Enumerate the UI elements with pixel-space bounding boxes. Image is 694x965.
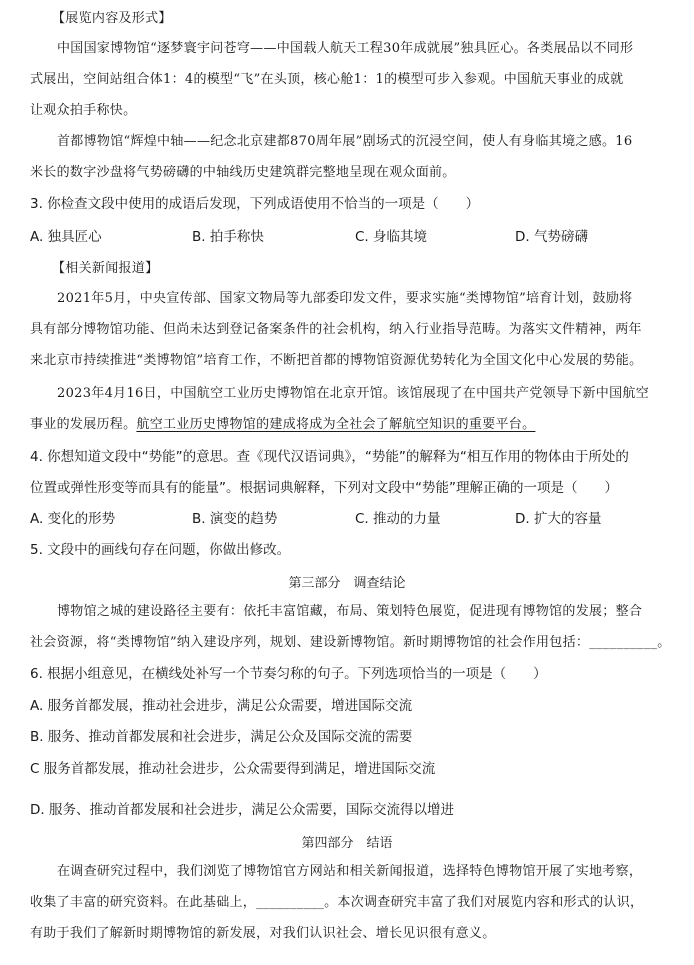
exhibit-paragraph-2-line-1: 首都博物馆“辉煌中轴——纪念北京建都870周年展”剧场式的沉浸空间，使人有身临其境之感。16 (57, 134, 633, 149)
exhibit-heading: 【展览内容及形式】 (52, 11, 172, 26)
exhibit-paragraph-1-line-3: 让观众拍手称快。 (30, 103, 137, 118)
part-3-paragraph-line-1: 博物馆之城的建设路径主要有：依托丰富馆藏，布局、策划特色展览，促进现有博物馆的发展；整合 (57, 604, 643, 619)
question-6-stem: 6. 根据小组意见，在横线处补写一个节奏匀称的句子。下列选项恰当的一项是（ ） (30, 666, 547, 682)
part-4-paragraph-line-3: 有助于我们了解新时期博物馆的新发展，对我们认识社会、增长见识很有意义。 (30, 926, 496, 941)
question-4-stem-line-2: 位置或弹性形变等而具有的能量”。根据词典解释，下列对文段中“势能”理解正确的一项是（ ） (30, 480, 618, 496)
question-3-option-a: A. 独具匠心 (30, 229, 102, 245)
question-3-option-b: B. 拍手称快 (192, 229, 264, 245)
exhibit-paragraph-2-line-2: 米长的数字沙盘将气势磅礴的中轴线历史建筑群完整地呈现在观众面前。 (30, 165, 456, 180)
question-6-option-c: C 服务首都发展，推动社会进步，公众需要得到满足，增进国际交流 (30, 761, 436, 777)
exhibit-paragraph-1-line-2: 式展出，空间站组合体1：4的模型“飞”在头顶，核心舱1：1的模型可步入参观。中国航天事业的成就 (30, 72, 624, 87)
part-3-title: 第三部分 调查结论 (288, 576, 406, 591)
exhibit-paragraph-1-line-1: 中国国家博物馆“逐梦寰宇问苍穹——中国载人航天工程30年成就展”独具匠心。各类展品以不同形 (57, 41, 634, 56)
question-4-stem-line-1: 4. 你想知道文段中“势能”的意思。查《现代汉语词典》，“势能”的解释为“相互作用的物体由于所处的 (30, 449, 629, 465)
part-4-title: 第四部分 结语 (301, 836, 393, 851)
question-4-option-d: D. 扩大的容量 (515, 511, 602, 527)
question-4-option-a: A. 变化的形势 (30, 511, 116, 527)
news-paragraph-2-text: 事业的发展历程。 (30, 417, 137, 432)
news-heading: 【相关新闻报道】 (52, 261, 159, 276)
news-paragraph-2-line-1: 2023年4月16日，中国航空工业历史博物馆在北京开馆。该馆展现了在中国共产党领导下新中国航空 (57, 386, 649, 401)
underlined-sentence: 航空工业历史博物馆的建成将成为全社会了解航空知识的重要平台。 (136, 417, 536, 432)
news-paragraph-1-line-1: 2021年5月，中央宣传部、国家文物局等九部委印发文件，要求实施“类博物馆”培育计划，鼓励将 (57, 291, 633, 306)
news-paragraph-2-line-2 (30, 416, 535, 434)
news-paragraph-1-line-2: 具有部分博物馆功能、但尚未达到登记备案条件的社会机构，纳入行业指导范畴。为落实文件精神，两年 (30, 322, 642, 337)
question-3-option-c: C. 身临其境 (355, 229, 428, 245)
question-4-option-c: C. 推动的力量 (355, 511, 441, 527)
question-5-stem: 5. 文段中的画线句存在问题，你做出修改。 (30, 542, 291, 558)
news-paragraph-1-line-3: 来北京市持续推进“类博物馆”培育工作，不断把首都的博物馆资源优势转化为全国文化中心发展的势能。 (30, 353, 643, 368)
question-3-stem: 3. 你检查文段中使用的成语后发现，下列成语使用不恰当的一项是（ ） (30, 196, 480, 212)
question-6-option-d: D. 服务、推动首都发展和社会进步，满足公众需要，国际交流得以增进 (30, 802, 454, 818)
question-3-option-d: D. 气势磅礴 (515, 229, 588, 245)
question-6-option-b: B. 服务、推动首都发展和社会进步，满足公众及国际交流的需要 (30, 729, 413, 745)
part-4-paragraph-line-2: 收集了丰富的研究资料。在此基础上，__________。本次调查研究丰富了我们对展览内容和形式的认识， (30, 895, 644, 910)
question-6-option-a: A. 服务首都发展，推动社会进步，满足公众需要，增进国际交流 (30, 698, 413, 714)
question-4-option-b: B. 演变的趋势 (192, 511, 278, 527)
part-4-paragraph-line-1: 在调查研究过程中，我们浏览了博物馆官方网站和相关新闻报道，选择特色博物馆开展了实地考察， (57, 864, 643, 879)
part-3-paragraph-line-2: 社会资源，将“类博物馆”纳入建设序列，规划、建设新博物馆。新时期博物馆的社会作用包括：__________。 (30, 635, 671, 650)
